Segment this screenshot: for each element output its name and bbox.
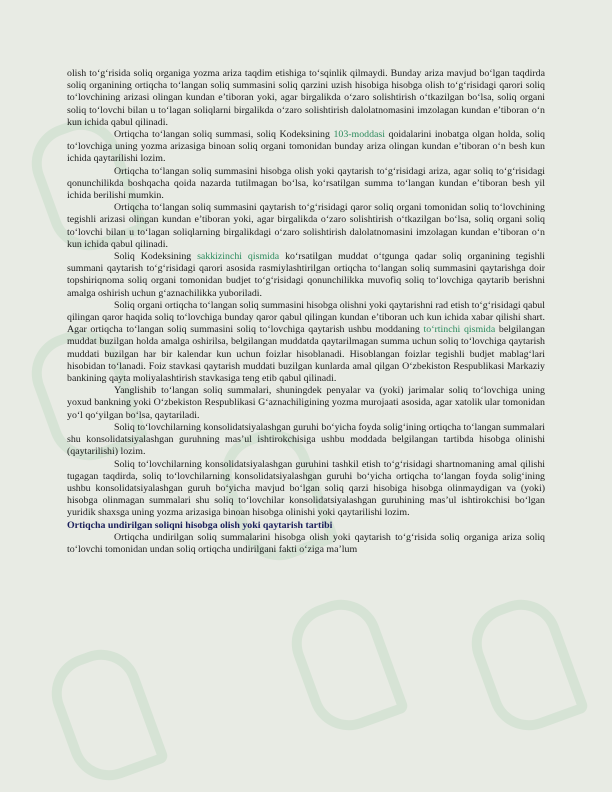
paragraph-text: qoidalarini inobatga olgan holda, soliq to‘lovchiga uning yozma arizasiga binoan soliq organi tomonidan bunday ariza olingan kundan e’tiboran o‘n besh kun ichida qaytarilishi lozim.	[67, 129, 545, 165]
paragraph	[67, 129, 545, 166]
paragraph-text: Soliq Kodeksining	[114, 251, 198, 263]
paragraph	[67, 251, 545, 300]
watermark-shape	[40, 639, 169, 792]
paragraph: Ortiqcha undirilgan soliq summalarini hisobga olish yoki qaytarish to‘g‘risida soliq organiga ariza soliq to‘lovchi tomonidan undan soliq ortiqcha undirilgani fakti o‘ziga ma’lum	[67, 531, 545, 555]
watermark-shape	[280, 589, 409, 742]
paragraph	[67, 300, 545, 385]
paragraph: olish to‘g‘risida soliq organiga yozma ariza taqdim etishiga to‘sqinlik qilmaydi. Bunday ariza mavjud bo‘lgan taqdirda soliq organining ortiqcha to‘langan soliq summasini soliq qarzini uzish hisobiga hisobga olish to‘g‘risidagi qarori soliq to‘lovchining arizasi olingan kundan e’tiboran yoki, agar birgalikda o‘zaro solishtirish o‘tkazilgan bo‘lsa, soliq organi soliq to‘lovchi bilan u to‘lagan soliqlarni birgalikda o‘zaro solishtirish dalolatnomasini imzolagan kundan e’tiboran o‘n kun ichida qabul qilinadi.	[67, 68, 545, 128]
paragraph-text: ko‘rsatilgan muddat o‘tgunga qadar soliq organining tegishli summani qaytarish to‘g‘risidagi qarori asosida rasmiylashtirilgan ortiqcha to‘langan soliq summasini qaytarishga doir topshiriqnoma soliq organi tomonidan budjet to‘g‘risidagi qonunchilikka muvofiq soliq to‘lovchiga qaytarib berishni amalga oshirish uchun g‘aznachilikka yuboriladi.	[67, 251, 545, 299]
paragraph-text: Ortiqcha to‘langan soliq summasi, soliq Kodeksining	[114, 129, 334, 141]
paragraph: Ortiqcha to‘langan soliq summasini hisobga olish yoki qaytarish to‘g‘risidagi ariza, agar soliq to‘g‘risidagi qonunchilikda boshqacha qoida nazarda tutilmagan bo‘lsa, ko‘rsatilgan summa to‘langan kundan e’tiboran besh yil ichida berilishi mumkin.	[67, 165, 545, 202]
article-103-link[interactable]: 103-moddasi	[333, 129, 386, 141]
paragraph-text: Soliq organi ortiqcha to‘langan soliq summasini hisobga olishni yoki qaytarishni rad etish to‘g‘risidagi qabul qilingan qaror haqida soliq to‘lovchiga bunday qaror qabul qilingan kundan e’tiboran uch kun ichida xabar qilishi shart. Agar ortiqcha to‘langan soliq summasini soliq to‘lovchiga qaytarish ushbu moddaning	[67, 299, 545, 336]
section-heading: Ortiqcha undirilgan soliqni hisobga olish yoki qaytarish tartibi	[67, 519, 333, 531]
paragraph-text: belgilangan muddat buzilgan holda amalga oshirilsa, belgilangan muddatda qaytarilmagan summa uchun soliq to‘lovchiga qaytarish muddati buzilgan har bir kalendar kun uchun foizlar hisoblanadi. Hisoblangan foizlar tegishli budjet mablag‘lari hisobidan to‘lanadi. Foiz stavkasi qaytarish muddati buzilgan kunlarda amal qilgan O‘zbekiston Respublikasi Markaziy bankining qayta moliyalashtirish stavkasiga teng etib qabul qilinadi.	[67, 324, 545, 385]
fourth-part-link[interactable]: to‘rtinchi qismida	[423, 324, 496, 336]
document-body	[67, 68, 545, 556]
paragraph: Yanglishib to‘langan soliq summalari, shuningdek penyalar va (yoki) jarimalar soliq to‘lovchiga uning yoxud bankning yoki O‘zbekiston Respublikasi G‘aznachiligining yozma murojaati asosida, agar xatolik ular tomonidan yo‘l qo‘yilgan bo‘lsa, qaytariladi.	[67, 385, 545, 421]
paragraph: Soliq to‘lovchilarning konsolidatsiyalashgan guruhi bo‘yicha foyda solig‘ining ortiqcha to‘langan summalari shu konsolidatsiyalashgan guruhning mas’ul ishtirokchisiga ushbu moddada belgilangan tartibda hisobga olinishi (qaytarilishi) lozim.	[67, 421, 545, 458]
paragraph: Soliq to‘lovchilarning konsolidatsiyalashgan guruhini tashkil etish to‘g‘risidagi shartnomaning amal qilishi tugagan taqdirda, soliq to‘lovchilarning konsolidatsiyalashgan guruhi bo‘yicha ortiqcha to‘langan foyda solig‘ining ushbu konsolidatsiyalashgan guruh bo‘yicha mavjud bo‘lgan soliq qarzi hisobiga hisobga olinmaydigan va (yoki) hisobga olinmagan summalari shu soliq to‘lovchilar konsolidatsiyalashgan guruhining mas’ul ishtirokchisi bo‘lgan yuridik shaxsga uning yozma arizasiga binoan hisobga olinishi yoki qaytarilishi lozim.	[67, 458, 545, 519]
eighth-part-link[interactable]: sakkizinchi qismida	[197, 251, 280, 263]
watermark-shape	[460, 589, 589, 742]
paragraph: Ortiqcha to‘langan soliq summasini qaytarish to‘g‘risidagi qaror soliq organi tomonidan soliq to‘lovchining tegishli arizasi olingan kundan e’tiboran yoki, agar birgalikda o‘zaro solishtirish o‘tkazilgan bo‘lsa, soliq organi soliq to‘lovchi bilan u to‘lagan soliqlarning birgalikdagi o‘zaro solishtirish dalolatnomasini imzolagan kundan e’tiboran o‘n kun ichida qabul qilinadi.	[67, 202, 545, 250]
